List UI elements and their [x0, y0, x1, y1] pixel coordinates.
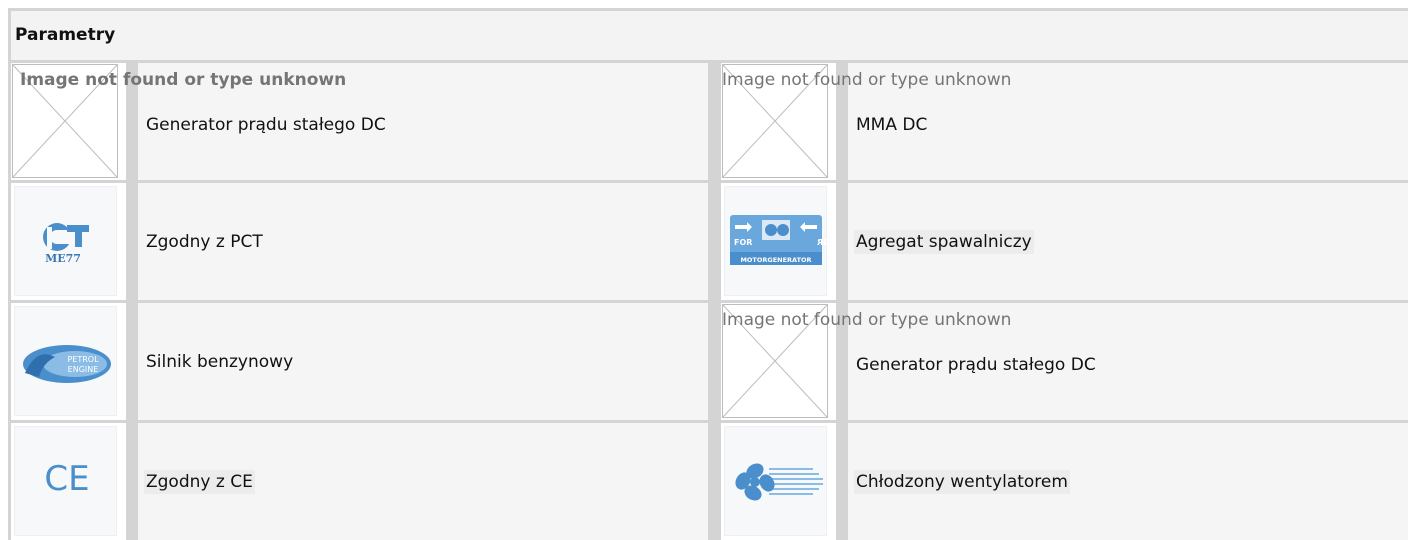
- feature-label: Zgodny z PCT: [146, 231, 263, 252]
- table-row-4-left-icon-cell: [11, 423, 126, 540]
- motorgenerator-icon: [724, 186, 836, 296]
- svg-text:FOR: FOR: [817, 238, 836, 247]
- svg-text:FOR: FOR: [734, 238, 753, 247]
- feature-label: MMA DC: [856, 115, 928, 135]
- table-header: [8, 8, 1408, 60]
- fan-cooling-icon: [724, 426, 827, 536]
- table-header-title: Parametry: [15, 25, 116, 45]
- table-row-4-right-icon-cell: [721, 423, 836, 540]
- table-row-2-left-icon-cell: [11, 183, 126, 300]
- ce-mark-icon: [14, 426, 117, 536]
- broken-image-alt-text: Image not found or type unknown: [722, 70, 1012, 90]
- broken-image-alt-text: Image not found or type unknown: [20, 70, 347, 90]
- svg-text:CE: CE: [44, 459, 90, 499]
- parameters-table: [8, 8, 1408, 540]
- table-row-3-left-text-cell: [138, 303, 708, 420]
- broken-image-alt-text: Image not found or type unknown: [722, 310, 1012, 330]
- svg-text:ENGINE: ENGINE: [67, 365, 99, 374]
- table-row-2-left-text-cell: [138, 183, 708, 300]
- feature-label: Generator prądu stałego DC: [856, 355, 1096, 375]
- feature-label: Zgodny z CE: [146, 471, 253, 492]
- feature-label: Generator prądu stałego DC: [146, 115, 386, 135]
- table-row-4-left-text-cell: [138, 423, 708, 540]
- table-row-2-right-icon-cell: [721, 183, 836, 300]
- svg-text:ME77: ME77: [45, 252, 81, 265]
- feature-label: Agregat spawalniczy: [856, 231, 1032, 252]
- feature-label: Chłodzony wentylatorem: [856, 471, 1068, 492]
- table-row-2-right-text-cell: [848, 183, 1408, 300]
- table-row-3-left-icon-cell: [11, 303, 126, 420]
- table-row-4-right-text-cell: [848, 423, 1408, 540]
- svg-text:PETROL: PETROL: [67, 355, 99, 364]
- pct-certification-icon: [14, 186, 117, 296]
- petrol-engine-icon: [14, 306, 117, 416]
- svg-text:MOTORGENERATOR: MOTORGENERATOR: [740, 256, 812, 264]
- feature-label: Silnik benzynowy: [146, 351, 294, 372]
